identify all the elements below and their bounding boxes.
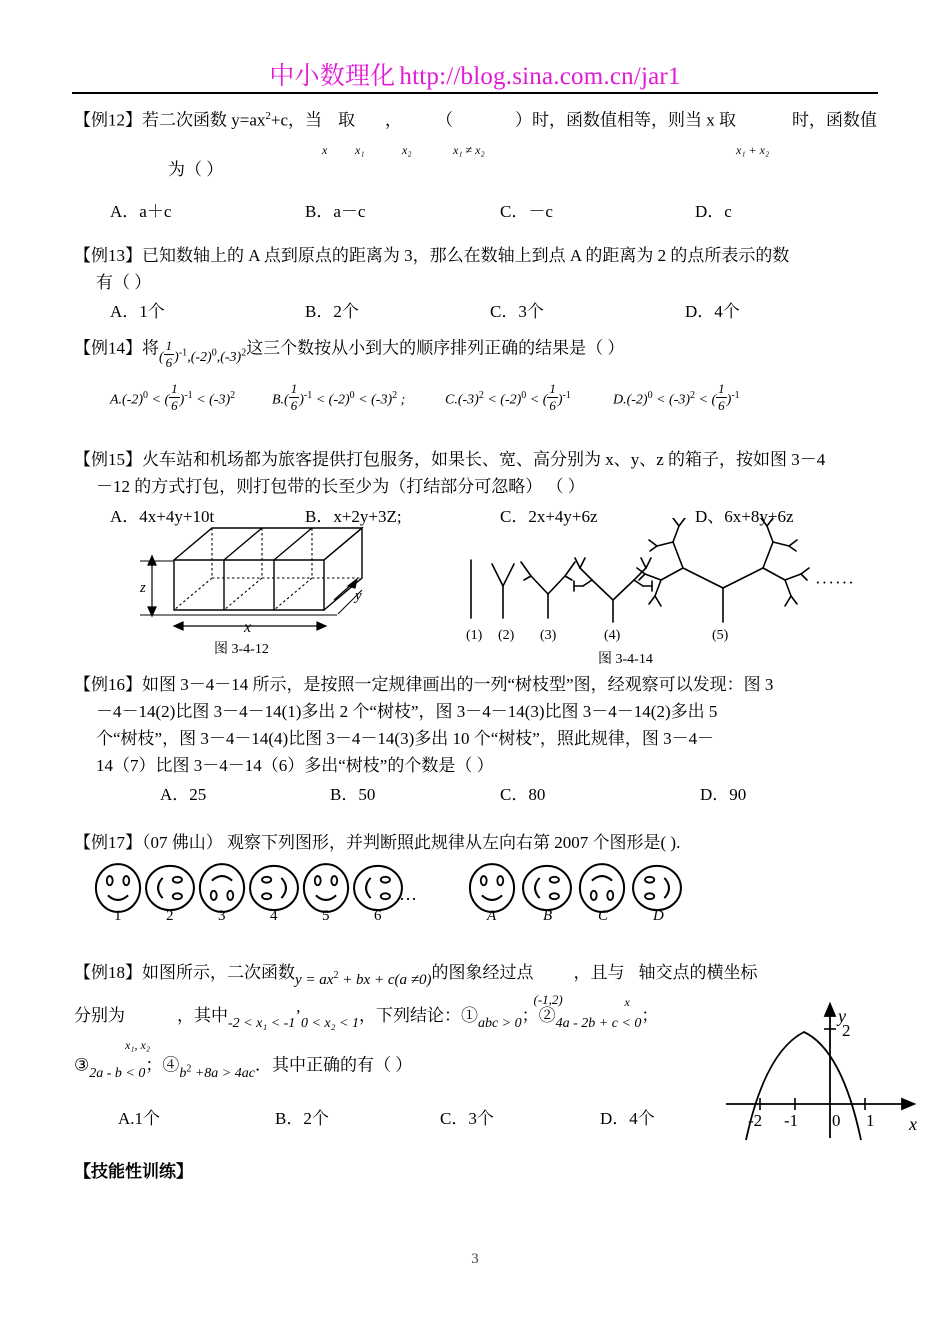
ex18-c1-num: ① <box>460 1006 478 1025</box>
smiley-label-4: 4 <box>270 908 278 924</box>
figure-smiley-sequence <box>92 862 412 914</box>
section-heading-skills-training: 【技能性训练】 <box>74 1162 193 1181</box>
ex12-option-c[interactable]: C．－c <box>500 202 553 221</box>
ex18-c3: 2a - b < 0 <box>89 1065 146 1081</box>
ex14-tag: 【例14】 <box>74 338 142 358</box>
ex12-stem-d: 时，函数值相等，则当 x 取 <box>532 110 737 130</box>
smiley-option-d[interactable]: D <box>653 908 664 924</box>
figure-packing-box <box>112 518 374 638</box>
ex16-option-c[interactable]: C．80 <box>500 785 546 804</box>
ex12-stem-b: +c，当 <box>270 110 323 130</box>
smiley-label-1: 1 <box>114 908 122 924</box>
ex14-lead: 将 <box>142 338 159 358</box>
graph-y-tick-2: 2 <box>842 1021 851 1040</box>
problem-ex12-line1: 【例12】若二次函数 $y=ax^2+c$，当 x 取 x₁ ， x₂ （ x₁ ≠ x₂ ）时，函数值相等，则当 x 取 x₁ + x₂ 时，函数值 <box>74 103 877 134</box>
ex12-paren-close: ） <box>515 110 533 130</box>
ex12-stem-c: 取 <box>338 110 356 130</box>
ex18-mid: 的图象经过点 <box>431 963 534 982</box>
ex16-text1: 如图 3－4－14 所示，是按照一定规律画出的一列“树枝型”图，经观察可以发现：图 3 <box>142 675 774 694</box>
ex18-mid2: ，且与 <box>573 963 625 982</box>
page-header <box>0 56 950 92</box>
ex18-c4: b2 +8a > 4ac <box>179 1063 255 1081</box>
header-site-name: 中小数理化 <box>269 63 396 90</box>
ex18-c2: 4a - 2b + c < 0 <box>555 1016 642 1031</box>
ex18-tail: ．其中正确的有（ ） <box>254 1055 413 1075</box>
problem-ex15-line2: －12 的方式打包，则打包带的长至少为（打结部分可忽略） （ ） <box>96 477 585 496</box>
ex14-tail: 这三个数按从小到大的顺序排列正确的结果是（ ） <box>246 338 625 358</box>
ex18-tag: 【例18】 <box>74 963 142 982</box>
graph-x-tick-1: 1 <box>866 1111 875 1130</box>
problem-ex16-line1 <box>74 672 773 698</box>
tree-label-4: (4) <box>604 628 621 643</box>
ex16-option-d[interactable]: D．90 <box>700 785 747 804</box>
ex18-function: $y = ax^2$ + bx + c(a ≠0) <box>295 970 432 988</box>
ex16-tag: 【例16】 <box>74 675 142 694</box>
smiley-label-3: 3 <box>218 908 226 924</box>
ex15-option-d[interactable]: D、6x+8y+6z <box>695 507 794 526</box>
figure-smiley-options <box>465 862 685 914</box>
figure-branch-trees <box>455 518 855 633</box>
ex18-c4-num: ④ <box>162 1055 180 1075</box>
tree-label-3: (3) <box>540 628 557 643</box>
header-url[interactable]: http://blog.sina.com.cn/jar1 <box>399 63 681 90</box>
ex15-option-b[interactable]: B．x+2y+3Z; <box>305 507 402 526</box>
ex12-tag: 【例12】 <box>74 110 142 130</box>
smiley-option-a[interactable]: A <box>487 908 497 924</box>
ex12-cond: x₁ ≠ x₂ <box>453 142 485 157</box>
tree-label-2: (2) <box>498 628 515 643</box>
ex12-option-a[interactable]: A．a＋c <box>110 202 172 221</box>
ex18-option-a[interactable]: A.1个 <box>118 1109 161 1128</box>
problem-ex16-line4: 14（7）比图 3－4－14（6）多出“树枝”的个数是（ ） <box>96 756 494 775</box>
smiley-sequence-ellipsis: … <box>399 884 417 904</box>
ex13-option-a[interactable]: A．1个 <box>110 302 165 321</box>
tree-ellipsis: ······ <box>815 573 855 592</box>
problem-ex18-line1 <box>74 957 758 1009</box>
ex18-axis-var: x <box>624 995 630 1009</box>
problem-ex13-line1 <box>74 243 789 269</box>
ex13-option-d[interactable]: D．4个 <box>685 302 740 321</box>
ex18-lead: 如图所示，二次函数 <box>142 963 295 982</box>
problem-ex18-line2: 分别为 x₁, x₂ ，其中$_{-2 < x_1 < -1}’_{0 < x_2 < 1}$，下列结论：$①_{abc > 0}$；$②_{4a - 2b + c < 0}$； <box>74 1003 658 1031</box>
smiley-label-5: 5 <box>322 908 330 924</box>
smiley-option-c[interactable]: C <box>598 908 609 924</box>
ex17-text1: （07 佛山） 观察下列图形，并判断照此规律从左向右第 2007 个图形是( ). <box>142 833 681 852</box>
ex18-line2-mid: ，其中 <box>177 1006 228 1025</box>
graph-x-tick-neg1: -1 <box>784 1111 799 1130</box>
graph-x-tick-neg2: -2 <box>748 1111 763 1130</box>
ex14-choice-b[interactable]: B.( $\frac{1}{6}$ )$^{-1} < (-2)^0 < (-3)^2$ ; <box>272 381 406 413</box>
header-divider-rule <box>72 92 878 94</box>
smiley-label-6: 6 <box>374 908 382 924</box>
ex12-option-b[interactable]: B．a－c <box>305 202 366 221</box>
ex12-sub1: x₁ <box>355 142 365 157</box>
ex14-choice-d[interactable]: $D.(-2)^0 < (-3)^2$ < ( $\frac{1}{6}$ )$^{-1}$ <box>613 381 740 413</box>
ex13-option-c[interactable]: C．3个 <box>490 302 544 321</box>
problem-ex18-line3: $③_{2a - b < 0}$；$④_{b^2 +8a > 4ac}$．其中正确的有（ ） <box>74 1055 413 1081</box>
ex12-stem-a: 若二次函数 y=ax <box>142 110 266 130</box>
ex18-line2-lead: 分别为 <box>74 1006 125 1025</box>
problem-ex17-line1 <box>74 830 680 856</box>
ex14-choice-c[interactable]: $C.(-3)^2 < (-2)^0$ < ( $\frac{1}{6}$ )$^{-1}$ <box>445 381 571 413</box>
ex13-option-b[interactable]: B．2个 <box>305 302 359 321</box>
graph-x-tick-0: 0 <box>832 1111 841 1130</box>
ex16-option-a[interactable]: A．25 <box>160 785 207 804</box>
problem-ex14-line1 <box>74 332 625 370</box>
ex12-paren-open: （ <box>436 110 454 130</box>
ex18-roots: x₁, x₂ <box>125 1038 150 1052</box>
tree-label-5: (5) <box>712 628 729 643</box>
page-number: 3 <box>471 1251 479 1267</box>
graph-x-label: x <box>909 1114 917 1134</box>
ex13-tag: 【例13】 <box>74 246 142 265</box>
smiley-option-b[interactable]: B <box>543 908 553 924</box>
box-label-z: z <box>140 580 146 596</box>
ex18-ineq1: -2 < x₁ < -1 <box>228 1016 296 1031</box>
ex18-option-c[interactable]: C．3个 <box>440 1109 494 1128</box>
problem-ex16-line3: 个“树枝”，图 3－4－14(4)比图 3－4－14(3)多出 10 个“树枝”，照此规律，图 3－4－ <box>96 729 715 748</box>
ex14-choice-a[interactable]: $A.(-2)^0$ < ( $\frac{1}{6}$ )$^{-1} < (-3)^2$ <box>110 381 236 413</box>
figure-caption-3-4-12: 图 3-4-12 <box>214 642 269 657</box>
ex15-option-a[interactable]: A．4x+4y+10t <box>110 507 215 526</box>
ex14-expr: ( 1 6 )-1,(-2)0,(-3)2 <box>159 338 247 370</box>
ex18-line2-tail: ，下列结论： <box>358 1006 461 1025</box>
ex18-c1: abc > 0 <box>477 1016 522 1031</box>
ex12-sub2: x₂ <box>402 142 412 157</box>
problem-ex16-line2: －4－14(2)比图 3－4－14(1)多出 2 个“树枝”，图 3－4－14(3)比图 3－4－14(2)多出 5 <box>96 702 718 721</box>
graph-y-label: y <box>838 1006 846 1026</box>
ex18-mid3: 轴交点的横坐标 <box>638 963 758 982</box>
ex17-tag: 【例17】 <box>74 833 142 852</box>
ex15-option-c[interactable]: C．2x+4y+6z <box>500 507 598 526</box>
ex12-sub3: x₁ + x₂ <box>736 142 770 157</box>
ex15-tag: 【例15】 <box>74 450 142 469</box>
problem-ex15-line1 <box>74 447 825 473</box>
ex12-stem-sup: 2 <box>265 110 271 122</box>
problem-ex13-line2: 有（ ） <box>96 273 152 292</box>
ex18-option-d[interactable]: D．4个 <box>600 1109 655 1128</box>
ex13-text: 已知数轴上的 A 点到原点的距离为 3，那么在数轴上到点 A 的距离为 2 的点所表示的数 <box>142 246 790 265</box>
figure-parabola-graph <box>718 992 938 1142</box>
ex18-point: (-1,2) <box>533 992 563 1007</box>
ex18-option-b[interactable]: B．2个 <box>275 1109 329 1128</box>
ex12-stem-e: 时，函数值 <box>792 110 878 130</box>
problem-ex12-line2: 为（ ） <box>168 160 224 179</box>
ex18-ineq2: 0 < x₂ < 1 <box>300 1016 359 1031</box>
ex18-c3-num: ③ <box>74 1055 90 1075</box>
ex18-c2-num: ② <box>538 1006 556 1025</box>
tree-label-1: (1) <box>466 628 483 643</box>
ex16-option-b[interactable]: B．50 <box>330 785 376 804</box>
box-label-y: y <box>355 588 362 604</box>
ex15-text1: 火车站和机场都为旅客提供打包服务，如果长、宽、高分别为 x、y、z 的箱子，按如图 3－4 <box>142 450 826 469</box>
ex12-var-x: x <box>322 142 328 157</box>
smiley-label-2: 2 <box>166 908 174 924</box>
figure-caption-3-4-14: 图 3-4-14 <box>598 652 653 667</box>
box-label-x: x <box>244 619 252 636</box>
ex12-option-d[interactable]: D．c <box>695 202 732 221</box>
